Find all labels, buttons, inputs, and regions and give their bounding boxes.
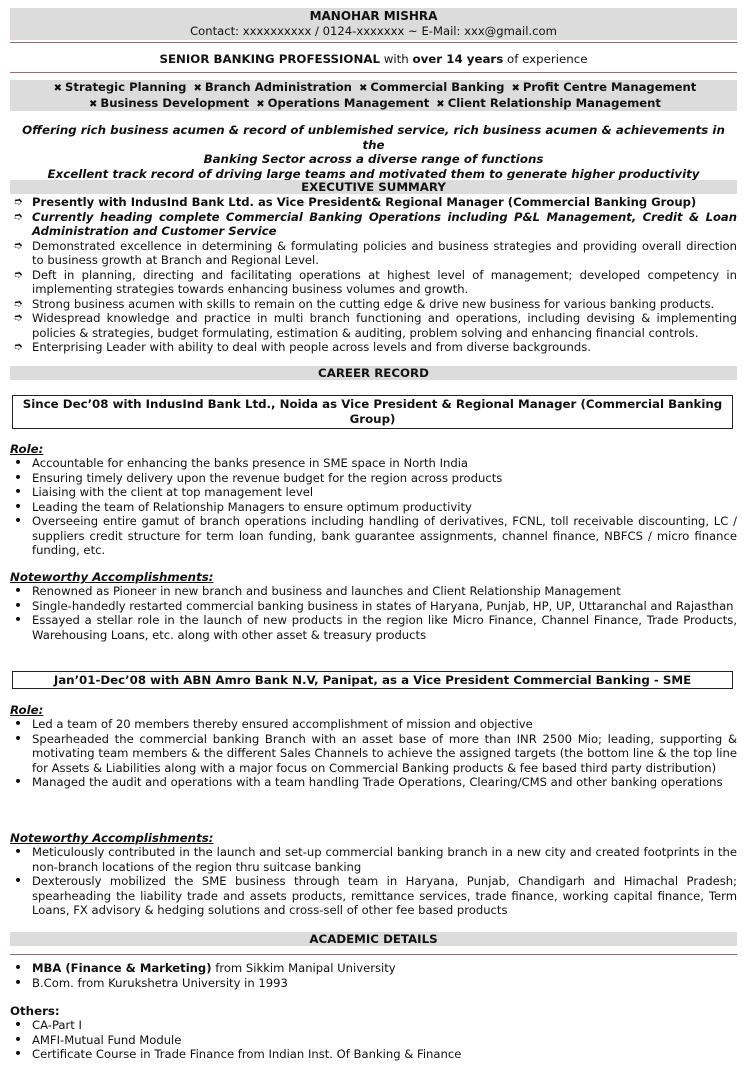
tagline-line-1: Offering rich business acumen & record of unblemished service, rich business acumen & achievements in the [22,123,725,152]
bullet-icon: • [13,960,23,976]
role-text: Liaising with the client at top management level [32,485,314,499]
role-text: Leading the team of Relationship Managers to ensure optimum productivity [32,499,472,514]
list-item [10,340,737,355]
bcom-degree: B.Com. from Kurukshetra University in 1993 [32,975,288,990]
list-item [10,584,737,599]
arrow-bullet-icon: ➮ [13,340,23,353]
list-item [10,195,737,210]
accomplishment-text: Dexterously mobilized the SME business through team in Haryana, Punjab, Chandigarh and Himachal Pradesh; spearheading the liability trade and assets products, remittance services, trade finance, working capital finance, Term Loans, FX advisory & hedging solutions and cross-sell of other fee based products [32,874,737,917]
list-item [10,1033,737,1048]
bullet-icon: • [13,597,23,614]
list-item [10,845,737,874]
list-item [10,456,737,471]
arrow-bullet-icon: ➮ [13,311,23,324]
headline-experience: over 14 years [412,52,504,66]
list-item [10,1047,737,1062]
other-qualification: AMFI-Mutual Fund Module [32,1032,182,1047]
bullet-icon: • [13,455,23,471]
others-list [10,1018,737,1062]
headline-with: with [379,52,413,66]
skill-item: Strategic Planning [65,80,187,94]
accomplishment-text: Single-handedly restarted commercial banking business in states of Haryana, Punjab, HP, UP, Uttaranchal and Rajasthan [32,598,734,613]
bullet-icon: • [13,844,23,860]
profile-tagline [10,123,737,181]
list-item [10,976,737,991]
headline-title: SENIOR BANKING PROFESSIONAL [159,52,380,66]
arrow-bullet-icon: ➮ [13,296,23,310]
role-text: Spearheaded the commercial banking Branch with an asset base of more than INR 2500 Mio; leading, supporting & motivating team members & the different Sales Channels to achieve the assigned targets (the bottom line & the top line for Assets & Liabilities along with a major focus on Commercial Banking products & fee based third party distribution) [32,731,737,775]
list-item [10,239,737,268]
section-heading-career-record: CAREER RECORD [10,366,737,380]
accomplishments-label: Noteworthy Accomplishments: [10,570,214,584]
summary-text: Widespread knowledge and practice in multi branch functioning and operations, including devising & implementing policies & strategies, budget formulating, estimation & auditing, problem solving and enhancing financial controls. [32,311,737,340]
job-1-role-list [10,456,737,558]
summary-text: Demonstrated excellence in determining & formulating policies and business strategies and providing overall direction to business growth at Branch and Regional Level. [32,238,737,267]
list-item [10,297,737,312]
cross-icon: ✖ [358,83,368,94]
role-text: Overseeing entire gamut of branch operations including handling of derivatives, FCNL, toll receivable discounting, LC / suppliers credit structure for term loan funding, bank guarantee assignments, channel finance, NBFCS / micro finance funding, etc. [32,514,737,557]
skill-item: Profit Centre Management [522,80,697,94]
accomplishment-text: Meticulously contributed in the launch and set-up commercial banking branch in a new city and created footprints in the non-branch locations of the region thru suitcase banking [32,845,737,874]
role-text: Led a team of 20 members thereby ensured accomplishment of mission and objective [32,717,533,731]
headline [0,52,747,66]
list-item [10,485,737,500]
mba-degree: MBA (Finance & Marketing) [32,961,212,975]
cross-icon: ✖ [436,99,445,110]
list-item [10,599,737,614]
executive-summary-list [10,195,737,355]
role-label: Role: [10,442,44,456]
accomplishment-text: Essayed a stellar role in the launch of new products in the region like Micro Finance, Channel Finance, Trade Products, Warehousing Loans, etc. along with other asset & treasury products [32,613,737,642]
role-text: Accountable for enhancing the banks presence in SME space in North India [32,456,469,470]
cross-icon: ✖ [53,83,63,94]
skill-item: Commercial Banking [370,80,505,94]
arrow-bullet-icon: ➮ [13,267,23,281]
bullet-icon: • [13,498,23,515]
bullet-icon: • [13,1031,23,1048]
bullet-icon: • [13,583,23,599]
job-title-box-1: Since Dec’08 with IndusInd Bank Ltd., Noida as Vice President & Regional Manager (Commercial Banking Group) [12,395,733,429]
bullet-icon: • [13,873,23,889]
list-item [10,268,737,297]
header-block [10,8,737,40]
job-title-box-2: Jan’01-Dec’08 with ABN Amro Bank N.V, Panipat, as a Vice President Commercial Banking - SME [12,671,733,689]
list-item [10,514,737,558]
list-item [10,961,737,976]
bullet-icon: • [13,1046,23,1062]
list-item [10,1018,737,1033]
contact-line: Contact: xxxxxxxxxx / 0124-xxxxxxx ~ E-Mail: xxx@gmail.com [190,23,557,38]
role-text: Ensuring timely delivery upon the revenue budget for the region across products [32,470,503,485]
tagline-line-3: Excellent track record of driving large teams and motivated them to generate higher productivity [47,166,700,181]
bullet-icon: • [13,730,23,747]
bullet-icon: • [13,469,23,486]
skill-item: Client Relationship Management [447,96,661,110]
arrow-bullet-icon: ➮ [13,209,23,223]
bullet-icon: • [13,513,23,529]
summary-text: Enterprising Leader with ability to deal with people across levels and from diverse backgrounds. [32,340,591,354]
list-item [10,613,737,642]
list-item [10,775,737,790]
job-2-role-list [10,717,737,790]
cross-icon: ✖ [256,99,265,110]
bullet-icon: • [13,974,23,991]
list-item [10,500,737,515]
list-item [10,210,737,239]
skill-item: Business Development [100,96,250,110]
candidate-name: MANOHAR MISHRA [309,9,438,23]
bullet-icon: • [13,1017,23,1033]
arrow-bullet-icon: ➮ [13,195,23,208]
list-item [10,717,737,732]
job-2-accomplishment-list [10,845,737,918]
skills-line-2 [10,96,737,112]
skill-item: Branch Administration [204,80,352,94]
bullet-icon: • [13,774,23,790]
academic-divider [10,954,737,955]
core-skills-block [10,80,737,111]
tagline-line-2: Banking Sector across a diverse range of functions [203,152,544,166]
summary-text: Presently with IndusInd Bank Ltd. as Vice President& Regional Manager (Commercial Banking Group) [32,195,697,209]
summary-text: Deft in planning, directing and facilitating operations at highest level of management; developed competency in implementing strategies towards enhancing business volumes and growth. [32,267,737,296]
skill-item: Operations Management [267,96,430,110]
role-text: Managed the audit and operations with a team handling Trade Operations, Clearing/CMS and other banking operations [32,775,723,789]
academic-list [10,961,737,990]
headline-suffix: of experience [503,52,588,66]
header-divider [10,42,737,43]
mba-institution: from Sikkim Manipal University [211,961,396,975]
section-heading-academic-details: ACADEMIC DETAILS [10,932,737,946]
accomplishments-label: Noteworthy Accomplishments: [10,831,214,845]
headline-divider [10,72,737,73]
accomplishment-text: Renowned as Pioneer in new branch and business and launches and Client Relationship Management [32,584,621,598]
list-item [10,471,737,486]
other-qualification: CA-Part I [32,1018,82,1032]
cross-icon: ✖ [511,83,520,94]
cross-icon: ✖ [89,99,98,110]
bullet-icon: • [13,716,23,732]
other-qualification: Certificate Course in Trade Finance from Indian Inst. Of Banking & Finance [32,1047,462,1061]
list-item [10,311,737,340]
others-label: Others: [10,1004,60,1018]
job-1-accomplishment-list [10,584,737,642]
summary-text: Strong business acumen with skills to remain on the cutting edge & drive new business for various banking products. [32,296,715,311]
cross-icon: ✖ [193,83,202,94]
list-item [10,732,737,776]
bullet-icon: • [13,484,23,500]
arrow-bullet-icon: ➮ [13,238,23,252]
summary-text: Currently heading complete Commercial Banking Operations including P&L Management, Credit & Loan Administration and Customer Service [32,209,737,238]
role-label: Role: [10,703,44,717]
section-heading-executive-summary: EXECUTIVE SUMMARY [10,180,737,194]
list-item [10,874,737,918]
skills-line-1 [10,80,737,96]
bullet-icon: • [13,612,23,628]
